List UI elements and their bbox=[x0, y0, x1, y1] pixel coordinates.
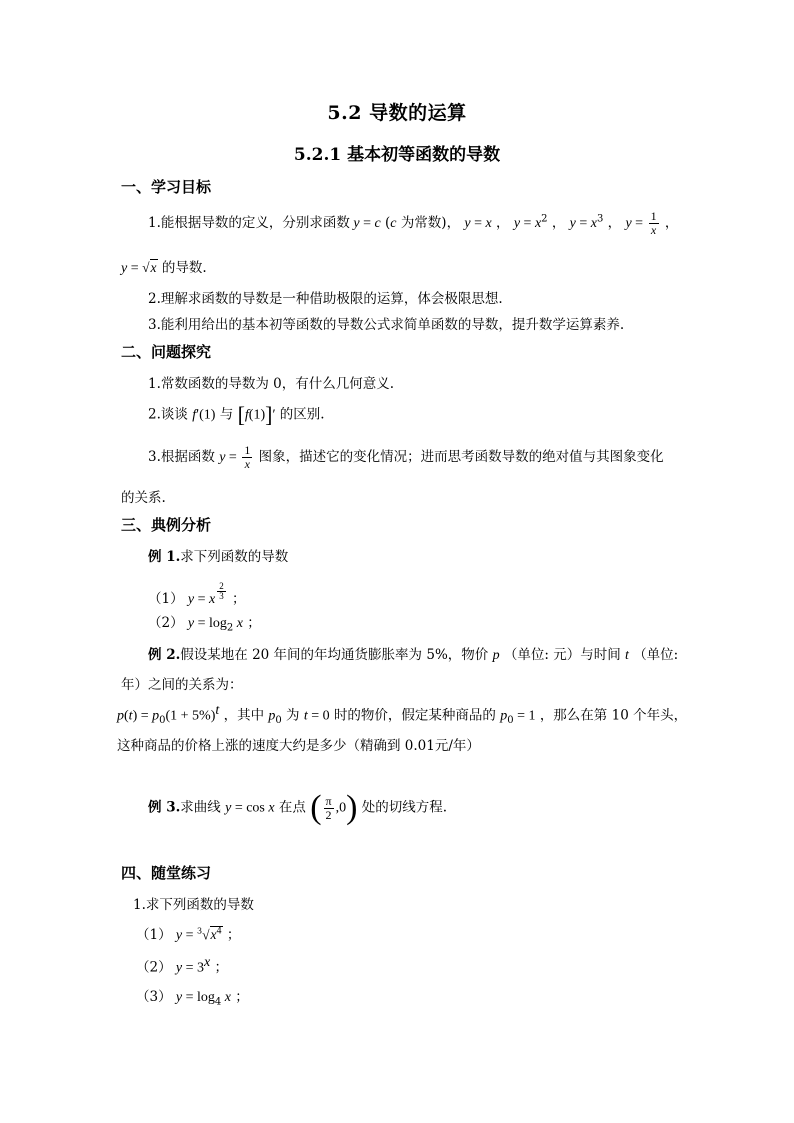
example-1 bbox=[148, 545, 288, 565]
example-2-line-3: $p(t) = p_0(1 + 5\%)^t$ ，其中 $p_0$ 为 t = 0 时的物价，假定某种商品的 $p_0 = 1$ ，那么在第 10 个年头， bbox=[117, 703, 688, 727]
semicolon: ； bbox=[232, 591, 246, 607]
example-2: 例 2.假设某地在 20 年间的年均通货膨胀率为 5%，物价 p （单位: 元）与时间 t （单位: bbox=[148, 647, 679, 663]
question-2: 2.谈谈 f′(1) 与 [f(1)]′ 的区别. bbox=[148, 402, 325, 427]
example-2-line-3d: ，那么在第 10 个年头， bbox=[539, 707, 688, 724]
section-heading-questions: 二、问题探究 bbox=[121, 343, 212, 361]
example-2-line-3c: 时的物价，假定某种商品的 bbox=[333, 707, 496, 724]
goal-1-tail: 的导数. bbox=[161, 260, 207, 276]
example-1-item-1-num: （1） bbox=[148, 591, 184, 607]
page-subtitle: 5.2.1 基本初等函数的导数 bbox=[293, 145, 501, 165]
practice-item-2-num: （2） bbox=[136, 959, 172, 976]
goal-1-c-note: 为常数)， bbox=[400, 215, 461, 231]
question-2-lead: 2.谈谈 bbox=[148, 406, 188, 423]
section-heading-examples: 三、典例分析 bbox=[121, 516, 212, 534]
practice-item-1-num: （1） bbox=[136, 927, 172, 943]
example-2-text-1: 假设某地在 20 年间的年均通货膨胀率为 5%，物价 bbox=[180, 647, 489, 663]
example-2-line-4: 这种商品的价格上涨的速度大约是多少（精确到 0.01元/年） bbox=[117, 738, 480, 754]
example-1-label: 例 1. bbox=[148, 549, 181, 565]
example-3: 例 3.求曲线 y = cos x 在点 ( $\frac{\pi}{2}$ ,0) 处的切线方程. bbox=[148, 789, 447, 826]
practice-item-1: （1） $y = ^3√x^4$ ； bbox=[136, 925, 241, 943]
goal-1-text: 1.能根据导数的定义，分别求函数 bbox=[148, 215, 350, 231]
example-1-text: 求下列函数的导数 bbox=[180, 549, 289, 565]
example-1-item-2: （2） $y = \log_2 x$ ； bbox=[148, 615, 261, 634]
goal-2: 2.理解求函数的导数是一种借助极限的运算，体会极限思想. bbox=[148, 291, 503, 307]
question-3-body: 图象，描述它的变化情况；进而思考函数导数的绝对值与其图象变化 bbox=[258, 449, 664, 465]
goal-1: 1.能根据导数的定义，分别求函数 y = c (c 为常数)， y = x ， $y = x^2$ ， $y = x^3$ ， y = $\frac{1}{x}$ ， bbox=[148, 209, 679, 237]
example-2-text-2: （单位: 元）与时间 bbox=[503, 647, 621, 663]
goal-1-cont: y = √x 的导数. bbox=[121, 260, 207, 276]
goal-3: 3.能利用给出的基本初等函数的导数公式求简单函数的导数，提升数学运算素养. bbox=[148, 317, 625, 333]
example-3-text-3: 处的切线方程. bbox=[361, 799, 447, 816]
practice-1: 1.求下列函数的导数 bbox=[133, 897, 254, 913]
semicolon: ； bbox=[226, 927, 241, 943]
example-2-label: 例 2. bbox=[148, 647, 181, 663]
practice-item-3: （3） $y = \log_4 x$ ； bbox=[136, 989, 249, 1008]
question-2-and: 与 bbox=[219, 406, 234, 423]
section-heading-goals: 一、学习目标 bbox=[121, 178, 212, 196]
example-3-text-1: 求曲线 bbox=[180, 799, 221, 816]
question-2-tail: 的区别. bbox=[279, 406, 325, 423]
example-1-item-2-num: （2） bbox=[148, 615, 184, 631]
example-3-label: 例 3. bbox=[148, 799, 181, 816]
semicolon: ； bbox=[235, 989, 249, 1005]
example-3-text-2: 在点 bbox=[278, 799, 306, 816]
practice-item-2: （2） $y = 3^x$ ； bbox=[136, 955, 229, 976]
page-title: 5.2 导数的运算 bbox=[327, 102, 467, 124]
question-3-lead: 3.根据函数 bbox=[148, 449, 215, 465]
semicolon: ； bbox=[214, 959, 229, 976]
example-2-line-3b: 为 bbox=[286, 707, 300, 724]
question-3: 3.根据函数 y = $\frac{1}{x}$ 图象，描述它的变化情况；进而思考函数导数的绝对值与其图象变化 bbox=[148, 443, 664, 471]
example-1-item-1: （1） y = x $^{\frac{2}{3}}$ ； bbox=[148, 581, 246, 607]
question-3-cont: 的关系. bbox=[121, 490, 166, 506]
section-heading-practice: 四、随堂练习 bbox=[121, 864, 212, 882]
example-2-line-3a: ，其中 bbox=[223, 707, 265, 724]
question-1: 1.常数函数的导数为 0，有什么几何意义. bbox=[148, 376, 395, 392]
example-2-text-3: （单位: bbox=[633, 647, 679, 663]
example-2-line-2: 年）之间的关系为： bbox=[121, 677, 243, 693]
semicolon: ； bbox=[247, 615, 261, 631]
practice-item-3-num: （3） bbox=[136, 989, 172, 1005]
